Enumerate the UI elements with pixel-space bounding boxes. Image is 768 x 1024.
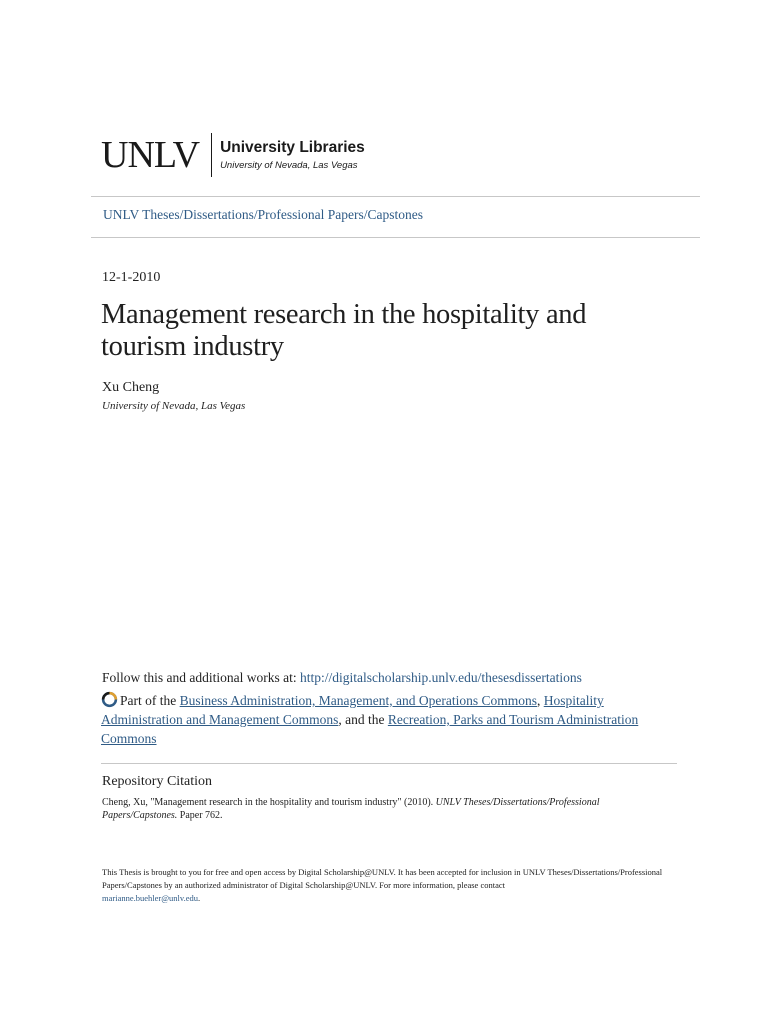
- library-subtitle: University of Nevada, Las Vegas: [220, 159, 358, 171]
- document-date: 12-1-2010: [102, 270, 161, 285]
- access-notice-text: This Thesis is brought to you for free and open access by Digital Scholarship@UNLV. It has been accepted for inclusion in UNLV Theses/Dissertations/Professional Papers/Capstones by an authorized administrator of Digital Scholarship@UNLV. For more information, please contact: [102, 867, 663, 890]
- citation-divider: [101, 763, 677, 764]
- collection-link[interactable]: UNLV Theses/Dissertations/Professional Papers/Capstones: [103, 207, 423, 222]
- logo-text: [220, 139, 365, 170]
- collection-divider: [91, 237, 700, 238]
- contact-email-link[interactable]: marianne.buehler@unlv.edu: [102, 893, 199, 903]
- library-title: University Libraries: [220, 139, 365, 157]
- access-notice: [102, 866, 672, 905]
- part-of-sep2: , and the: [338, 712, 388, 727]
- part-of-sep1: ,: [536, 693, 544, 708]
- part-of-prefix: Part of the: [120, 693, 180, 708]
- author-name: Xu Cheng: [102, 380, 160, 395]
- top-divider: [91, 196, 700, 197]
- citation-heading: Repository Citation: [102, 774, 213, 789]
- access-notice-end: .: [198, 893, 201, 903]
- part-of-commons: [101, 691, 681, 748]
- citation-end: Paper 762.: [177, 810, 223, 821]
- document-title: Management research in the hospitality and tourism industry: [101, 299, 587, 362]
- unlv-logo-mark: UNLV: [101, 134, 200, 176]
- citation-plain: Cheng, Xu, "Management research in the hospitality and tourism industry" (2010).: [102, 797, 436, 808]
- recreation-commons-link[interactable]: Recreation, Parks and Tourism Administration Commons: [101, 712, 639, 746]
- network-commons-icon: [101, 691, 118, 708]
- follow-prefix: Follow this and additional works at:: [102, 670, 300, 685]
- citation-series: UNLV Theses/Dissertations/Professional Papers/Capstones.: [102, 797, 600, 821]
- follow-line: [102, 670, 582, 686]
- repository-url-link[interactable]: http://digitalscholarship.unlv.edu/thesesdissertations: [300, 670, 582, 685]
- author-affiliation: University of Nevada, Las Vegas: [102, 400, 246, 412]
- unlv-libraries-logo: [101, 133, 365, 177]
- business-admin-commons-link[interactable]: Business Administration, Management, and Operations Commons: [179, 693, 537, 708]
- citation-text: [102, 796, 672, 822]
- hospitality-commons-link[interactable]: Hospitality Administration and Management Commons: [101, 693, 604, 727]
- logo-divider: [211, 133, 212, 177]
